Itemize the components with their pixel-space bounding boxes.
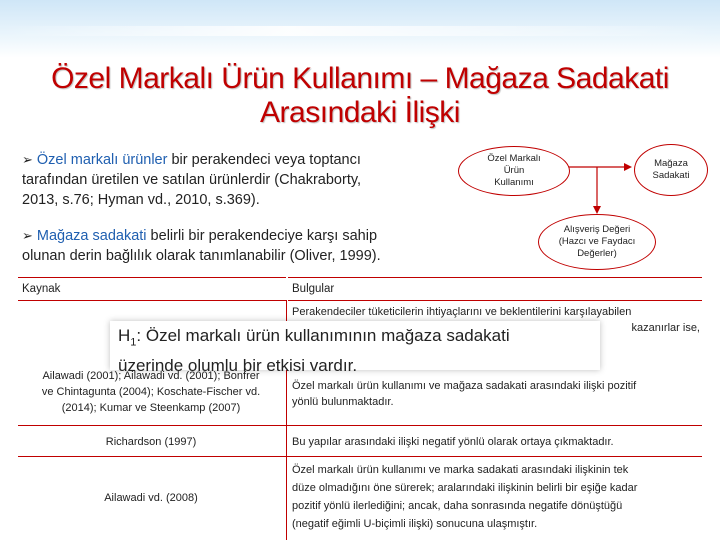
node-store-loyalty bbox=[634, 144, 708, 196]
cell-text: Özel markalı ürün kullanımı ve marka sadakati arasındaki ilişkinin tek bbox=[292, 464, 629, 476]
node-label: Ürün bbox=[503, 165, 525, 176]
table-header-source bbox=[18, 277, 286, 301]
node-label: Değerler) bbox=[577, 248, 617, 259]
table-divider bbox=[18, 456, 702, 457]
table-cell bbox=[292, 461, 697, 533]
arrow-bullet-icon: ➢ bbox=[22, 228, 33, 243]
table-cell bbox=[292, 378, 700, 410]
node-private-label-use bbox=[458, 146, 570, 196]
hypothesis-box bbox=[110, 321, 600, 376]
bullet-text: 2013, s.76; Hyman vd., 2010, s.369). bbox=[22, 192, 260, 208]
node-label: (Hazcı ve Faydacı bbox=[558, 236, 636, 247]
cell-text: düze olmadığını öne sürerek; aralarındaki ilişkinin belirli bir eşiğe kadar bbox=[292, 482, 638, 494]
cell-text: kazanırlar ise, bbox=[631, 322, 700, 334]
arrowhead-icon bbox=[593, 206, 601, 214]
hypothesis-text: üzerinde olumlu bir etkisi vardır. bbox=[118, 356, 358, 376]
node-label: Özel Markalı bbox=[487, 153, 541, 164]
table-header-findings bbox=[288, 277, 702, 301]
bullet-text: bir perakendeci veya toptancı bbox=[167, 152, 361, 168]
node-shopping-value bbox=[538, 214, 656, 270]
hypothesis-label: H bbox=[118, 326, 131, 345]
table-cell: Bu yapılar arasındaki ilişki negatif yönlü olarak ortaya çıkmaktadır. bbox=[292, 436, 614, 448]
arrowhead-icon bbox=[624, 163, 632, 171]
cell-text: ve Chintagunta (2004); Koschate-Fischer vd. bbox=[41, 386, 261, 398]
cell-text: Özel markalı ürün kullanımı ve mağaza sadakati arasındaki ilişki pozitif bbox=[292, 380, 637, 392]
title-line-2: Arasındaki İlişki bbox=[260, 96, 460, 129]
column-header: Bulgular bbox=[292, 283, 335, 295]
node-label: Mağaza bbox=[654, 158, 688, 169]
title-line-1: Özel Markalı Ürün Kullanımı – Mağaza Sadakati bbox=[51, 62, 669, 95]
table-cell: Richardson (1997) bbox=[105, 436, 197, 448]
hypothesis-subscript: 1 bbox=[130, 336, 137, 349]
bullet-highlight: Mağaza sadakati bbox=[36, 228, 147, 244]
cell-text: yönlü bulunmaktadır. bbox=[292, 396, 394, 408]
bullet-text: tarafından üretilen ve satılan ürünlerdir (Chakraborty, bbox=[22, 172, 362, 188]
arrow-bullet-icon: ➢ bbox=[22, 152, 33, 167]
bullet-text: olunan derin bağlılık olarak tanımlanabilir (Oliver, 1999). bbox=[22, 248, 381, 264]
node-label: Sadakati bbox=[652, 170, 690, 181]
bullet-text: belirli bir perakendeciye karşı sahip bbox=[146, 228, 378, 244]
cell-text: (negatif eğimli U-biçimli ilişki) sonucuna ulaşmıştır. bbox=[292, 518, 538, 530]
cell-text: (2014); Kumar ve Steenkamp (2007) bbox=[61, 402, 241, 414]
node-label: Alışveriş Değeri bbox=[563, 224, 631, 235]
column-header: Kaynak bbox=[22, 283, 61, 295]
cell-text: Perakendeciler tüketicilerin ihtiyaçlarını ve beklentilerini karşılayabilen bbox=[292, 306, 632, 318]
table-divider bbox=[18, 425, 702, 426]
cell-text: Ailawadi (2001); Ailawadi vd. (2001); Bonfrer bbox=[42, 370, 260, 382]
bullet-highlight: Özel markalı ürünler bbox=[36, 152, 168, 168]
table-cell: Ailawadi vd. (2008) bbox=[104, 492, 198, 504]
hypothesis-text: : Özel markalı ürün kullanımının mağaza sadakati bbox=[136, 326, 510, 345]
cell-text: pozitif yönlü ilerlediğini; ancak, daha sonrasında negatife dönüştüğü bbox=[292, 500, 623, 512]
node-label: Kullanımı bbox=[494, 177, 534, 188]
